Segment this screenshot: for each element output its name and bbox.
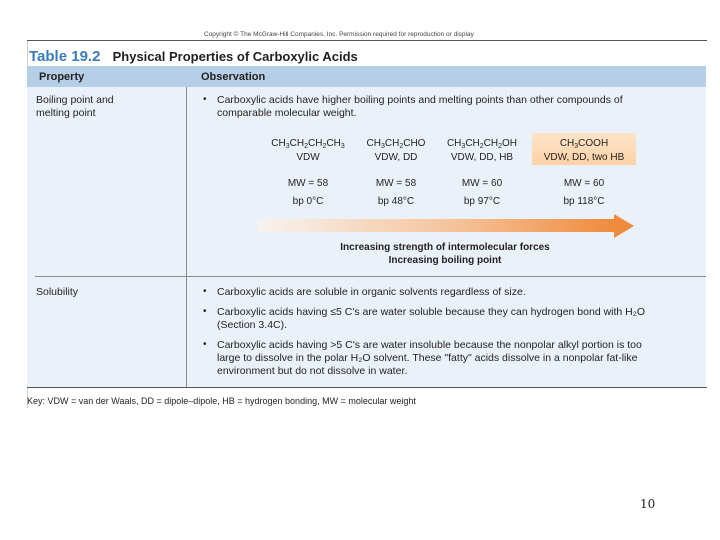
bullet-dot: • bbox=[203, 286, 207, 297]
solubility-bullet-3-line2: large to dissolve in the polar H₂O solvent. These "fatty" acids dissolve in a nonpolar fat-like bbox=[217, 352, 638, 364]
forces-butane: VDW bbox=[296, 152, 320, 163]
bullet-dot: • bbox=[203, 306, 207, 317]
column-divider bbox=[186, 87, 187, 388]
formula-propanol: $CH_3CH_2CH_2OH$ bbox=[446, 138, 518, 150]
header-property: Property bbox=[39, 71, 85, 83]
table-key: Key: VDW = van der Waals, DD = dipole–dipole, HB = hydrogen bonding, MW = molecular weight bbox=[27, 396, 416, 406]
bp-butane: bp 0°C bbox=[292, 196, 324, 207]
row-divider bbox=[35, 276, 706, 277]
solubility-bullet-2 bbox=[217, 306, 645, 332]
copyright-notice: Copyright © The McGraw-Hill Companies, Inc. Permission required for reproduction or display bbox=[204, 31, 474, 38]
compound-butane bbox=[258, 138, 358, 163]
bullet-dot: • bbox=[203, 94, 207, 105]
solubility-bullet-3-line3: environment but do not dissolve in water. bbox=[217, 365, 408, 377]
trend-arrow-shaft bbox=[258, 219, 616, 232]
property-boiling bbox=[36, 94, 114, 120]
solubility-bullet-3 bbox=[217, 339, 642, 378]
compound-propanol bbox=[432, 138, 532, 163]
mw-propanol: MW = 60 bbox=[461, 178, 503, 189]
forces-acetic-acid: VDW, DD, two HB bbox=[543, 152, 625, 163]
solubility-bullet-3-line1: Carboxylic acids having >5 C's are water insoluble because the nonpolar alkyl portion is too bbox=[217, 339, 642, 351]
formula-butane: $CH_3CH_2CH_2CH_3$ bbox=[271, 138, 345, 150]
property-boiling-line2: melting point bbox=[36, 107, 96, 119]
table-number: Table 19.2 bbox=[29, 48, 101, 65]
boiling-observation bbox=[217, 94, 623, 120]
trend-arrow-head-icon bbox=[614, 214, 634, 238]
mw-acetic-acid: MW = 60 bbox=[563, 178, 605, 189]
bp-propanal: bp 48°C bbox=[377, 196, 415, 207]
formula-acetic-acid: $CH_3COOH$ bbox=[559, 138, 609, 150]
arrow-label-bp: Increasing boiling point bbox=[388, 255, 502, 266]
property-solubility: Solubility bbox=[36, 286, 79, 298]
table-title bbox=[29, 48, 358, 65]
boiling-observation-line1: Carboxylic acids have higher boiling points and melting points than other compounds of bbox=[217, 94, 623, 106]
mw-butane: MW = 58 bbox=[287, 178, 329, 189]
page-number: 10 bbox=[640, 497, 656, 511]
bottom-rule bbox=[27, 387, 707, 388]
solubility-bullet-1: Carboxylic acids are soluble in organic solvents regardless of size. bbox=[217, 286, 526, 298]
formula-propanal: $CH_3CH_2CHO$ bbox=[366, 138, 426, 150]
mw-propanal: MW = 58 bbox=[375, 178, 417, 189]
bp-acetic-acid: bp 118°C bbox=[563, 196, 605, 207]
forces-propanol: VDW, DD, HB bbox=[450, 152, 514, 163]
header-observation: Observation bbox=[201, 71, 266, 83]
table-header bbox=[27, 66, 706, 87]
compound-acetic-acid bbox=[534, 138, 634, 163]
table-name: Physical Properties of Carboxylic Acids bbox=[112, 49, 358, 64]
bullet-dot: • bbox=[203, 339, 207, 350]
arrow-label-forces: Increasing strength of intermolecular forces bbox=[340, 242, 550, 253]
solubility-bullet-2-line2: (Section 3.4C). bbox=[217, 319, 288, 331]
boiling-observation-line2: comparable molecular weight. bbox=[217, 107, 357, 119]
top-rule bbox=[27, 40, 707, 41]
bp-propanol: bp 97°C bbox=[463, 196, 501, 207]
property-boiling-line1: Boiling point and bbox=[36, 94, 114, 106]
compound-propanal bbox=[346, 138, 446, 163]
solubility-bullet-2-line1: Carboxylic acids having ≤5 C's are water soluble because they can hydrogen bond with H₂O bbox=[217, 306, 645, 318]
forces-propanal: VDW, DD bbox=[374, 152, 418, 163]
